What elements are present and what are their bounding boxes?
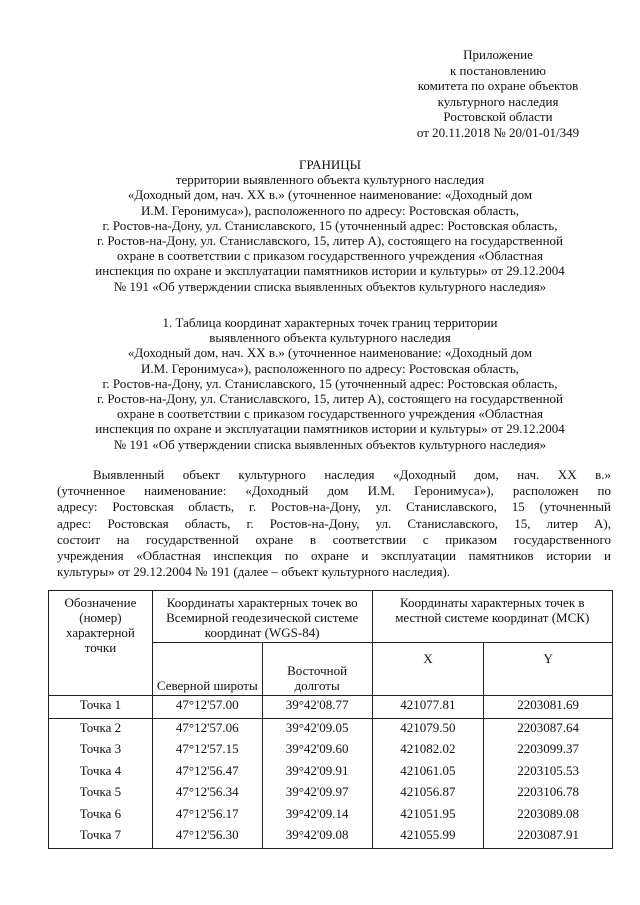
appendix-line: комитета по охране объектов [417,78,579,93]
cell-x: 421051.95 [372,805,484,827]
heading-title: ГРАНИЦЫ [299,157,361,172]
table-row [49,826,613,848]
table-row [49,762,613,784]
table-row [49,783,613,805]
table-row [49,718,613,740]
header-x: X [372,643,484,696]
cell-y: 2203081.69 [484,696,613,719]
table-heading-line: г. Ростов-на-Дону, ул. Станиславского, 15 (уточненный адрес: Ростовская область, [102,375,558,391]
table-heading-line: охране в соответствии с приказом государственного учреждения «Областная [117,406,543,422]
cell-point: Точка 5 [49,783,153,805]
table-heading-line: И.М. Геронимуса»), расположенного по адресу: Ростовская область, [140,360,519,376]
cell-east: 39°42'09.05 [262,718,372,740]
heading-line: «Доходный дом, нач. XX в.» (уточненное наименование: «Доходный дом [127,187,533,203]
coordinates-table [48,590,613,849]
document-heading [30,157,630,294]
appendix-block [360,47,636,140]
cell-point: Точка 7 [49,826,153,848]
cell-point: Точка 1 [49,696,153,719]
paragraph-line: культуры» от 29.12.2004 № 191 (далее – объект культурного наследия). [57,564,451,580]
cell-x: 421056.87 [372,783,484,805]
cell-north: 47°12'56.17 [152,805,262,827]
cell-east: 39°42'09.08 [262,826,372,848]
paragraph-line: адрес: Ростовская область, г. Ростов-на-Дону, ул. Станиславского, 15, литер А), [57,515,611,531]
cell-y: 2203087.64 [484,718,613,740]
table-heading-line: г. Ростов-на-Дону, ул. Станиславского, 15, литер А), состоящего на государственной [96,391,564,407]
cell-y: 2203106.78 [484,783,613,805]
cell-north: 47°12'56.34 [152,783,262,805]
table-row [49,805,613,827]
cell-x: 421061.05 [372,762,484,784]
cell-y: 2203099.37 [484,740,613,762]
paragraph-line: адресу: Ростовская область, г. Ростов-на-Дону, ул. Станиславского, 15 (уточненный [57,499,611,515]
header-east: Восточной долготы [262,643,372,696]
appendix-line: от 20.11.2018 № 20/01-01/349 [416,124,580,140]
cell-east: 39°42'08.77 [262,696,372,719]
heading-line: г. Ростов-на-Дону, ул. Станиславского, 15 (уточненный адрес: Ростовская область, [102,217,558,233]
heading-line: № 191 «Об утверждении списка выявленных объектов культурного наследия» [113,278,547,294]
appendix-line: к постановлению [449,62,547,78]
heading-line: инспекция по охране и эксплуатации памятников истории и культуры» от 29.12.2004 [95,263,565,279]
cell-y: 2203087.91 [484,826,613,848]
cell-north: 47°12'57.15 [152,740,262,762]
object-description [57,467,611,580]
appendix-line: Ростовской области [443,109,553,124]
heading-line: охране в соответствии с приказом государственного учреждения «Областная [117,248,543,264]
header-north: Северной широты [152,643,262,696]
cell-north: 47°12'57.06 [152,718,262,740]
cell-point: Точка 2 [49,718,153,740]
header-point: Обозначение (номер) характерной точки [49,591,153,696]
heading-line: г. Ростов-на-Дону, ул. Станиславского, 15, литер А), состоящего на государственной [96,233,564,249]
cell-point: Точка 4 [49,762,153,784]
paragraph-line: учреждения «Областная инспекция по охране и эксплуатации памятников истории и [57,548,611,564]
table-heading-line: «Доходный дом, нач. XX в.» (уточненное наименование: «Доходный дом [127,345,533,361]
cell-y: 2203105.53 [484,762,613,784]
header-msk: Координаты характерных точек в местной системе координат (МСК) [372,591,613,643]
cell-east: 39°42'09.14 [262,805,372,827]
cell-x: 421077.81 [372,696,484,719]
cell-east: 39°42'09.97 [262,783,372,805]
cell-x: 421055.99 [372,826,484,848]
cell-x: 421082.02 [372,740,484,762]
heading-line: территории выявленного объекта культурного наследия [175,172,485,188]
cell-y: 2203089.08 [484,805,613,827]
cell-point: Точка 6 [49,805,153,827]
heading-line: И.М. Геронимуса»), расположенного по адресу: Ростовская область, [140,202,519,218]
table-heading-line: инспекция по охране и эксплуатации памятников истории и культуры» от 29.12.2004 [95,421,565,437]
table-header-row [49,591,613,643]
table-heading-line: выявленного объекта культурного наследия [209,330,451,346]
table-heading-line: 1. Таблица координат характерных точек границ территории [162,315,498,330]
header-wgs: Координаты характерных точек во Всемирной геодезической системе координат (WGS-84) [152,591,372,643]
cell-point: Точка 3 [49,740,153,762]
appendix-line: Приложение [463,47,533,62]
cell-north: 47°12'56.47 [152,762,262,784]
header-y: Y [484,643,613,696]
table-heading [30,315,630,452]
cell-north: 47°12'56.30 [152,826,262,848]
paragraph-line: состоит на государственной охране в соответствии с приказом государственного [57,531,611,547]
cell-north: 47°12'57.00 [152,696,262,719]
paragraph-line: (уточненное наименование: «Доходный дом И.М. Геронимуса»), расположен по [57,483,611,499]
cell-east: 39°42'09.91 [262,762,372,784]
paragraph-line: Выявленный объект культурного наследия «Доходный дом, нач. XX в.» [93,467,611,482]
appendix-line: культурного наследия [437,93,559,109]
cell-x: 421079.50 [372,718,484,740]
table-heading-line: № 191 «Об утверждении списка выявленных объектов культурного наследия» [113,436,547,452]
table-row [49,740,613,762]
cell-east: 39°42'09.60 [262,740,372,762]
table-row [49,696,613,719]
